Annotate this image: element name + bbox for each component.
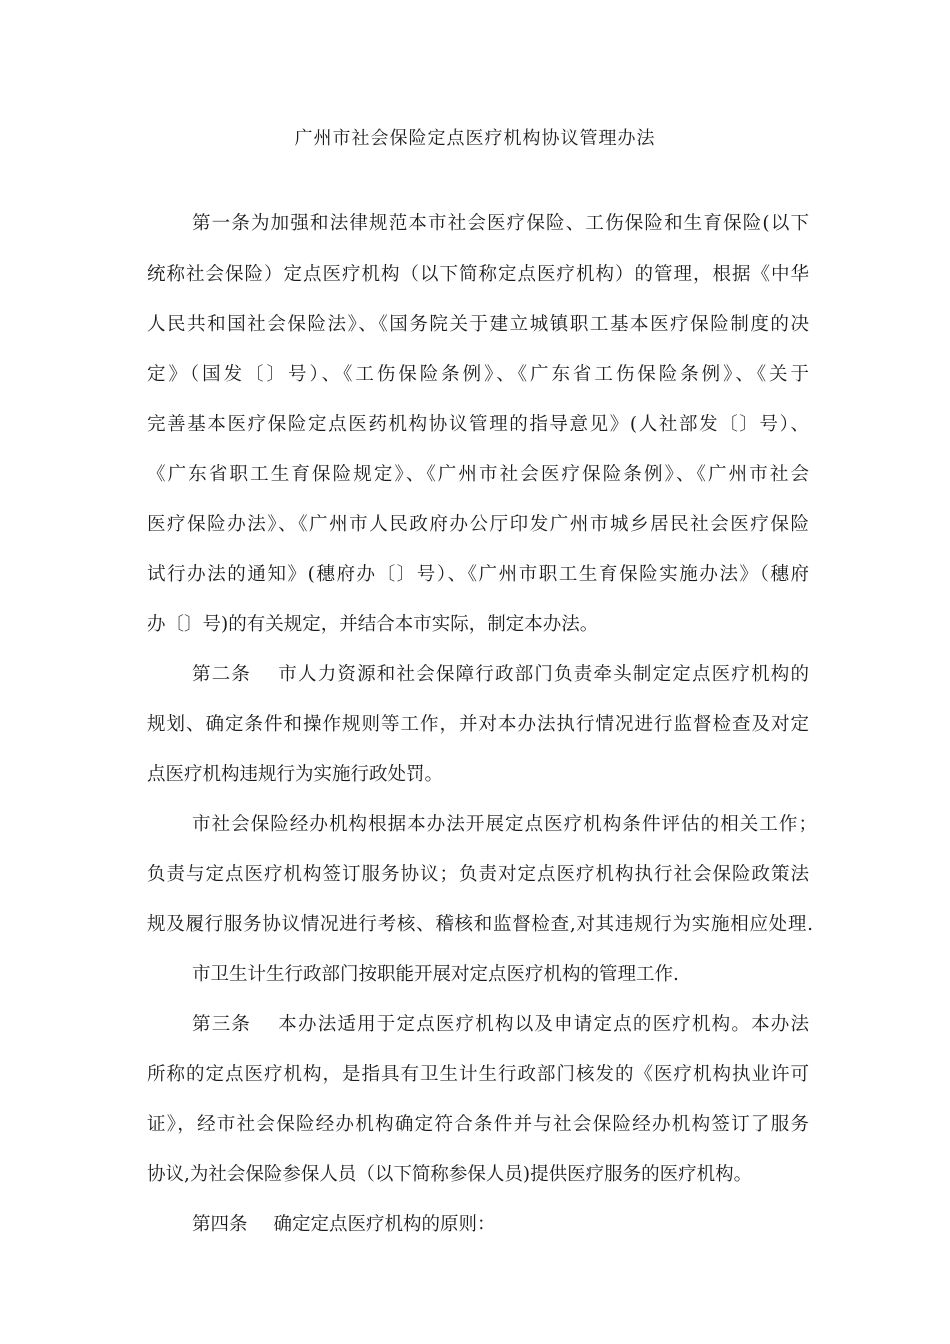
paragraph-line: 市卫生计生行政部门按职能开展对定点医疗机构的管理工作. (192, 964, 679, 985)
paragraph-line: 规划、确定条件和操作规则等工作，并对本办法执行情况进行监督检查及对定 (147, 714, 809, 735)
paragraph-line: 规及履行服务协议情况进行考核、稽核和监督检查,对其违规行为实施相应处理. (147, 914, 813, 935)
article-line (192, 1013, 809, 1037)
paragraph-line: 医疗保险办法》、《广州市人民政府办公厅印发广州市城乡居民社会医疗保险 (147, 514, 809, 535)
article-line (192, 663, 809, 687)
paragraph-line: 试行办法的通知》(穗府办〔〕号）、《广州市职工生育保险实施办法》（穗府 (147, 564, 809, 585)
paragraph-line: 人民共和国社会保险法》、《国务院关于建立城镇职工基本医疗保险制度的决 (147, 314, 809, 335)
paragraph-line: 证》，经市社会保险经办机构确定符合条件并与社会保险经办机构签订了服务 (147, 1114, 809, 1135)
article-number: 第二条 (192, 664, 252, 685)
document-title: 广州市社会保险定点医疗机构协议管理办法 (294, 128, 656, 149)
paragraph-line: 市社会保险经办机构根据本办法开展定点医疗机构条件评估的相关工作； (192, 814, 817, 835)
paragraph-line: 办〔〕号)的有关规定，并结合本市实际，制定本办法。 (147, 614, 599, 635)
paragraph-text: 市人力资源和社会保障行政部门负责牵头制定定点医疗机构的 (277, 664, 809, 685)
paragraph-text: 本办法适用于定点医疗机构以及申请定点的医疗机构。本办法 (277, 1014, 809, 1035)
paragraph-line: 负责与定点医疗机构签订服务协议；负责对定点医疗机构执行社会保险政策法 (147, 864, 809, 885)
article-line (192, 1213, 854, 1237)
paragraph-text: 确定定点医疗机构的原则： (273, 1214, 496, 1235)
paragraph-line: 《广东省职工生育保险规定》、《广州市社会医疗保险条例》、《广州市社会 (147, 464, 809, 485)
paragraph-line: 点医疗机构违规行为实施行政处罚。 (147, 764, 444, 785)
paragraph-line: 完善基本医疗保险定点医药机构协议管理的指导意见》(人社部发〔〕号）、 (147, 414, 809, 435)
paragraph-line: 协议,为社会保险参保人员（以下简称参保人员)提供医疗服务的医疗机构。 (147, 1164, 753, 1185)
paragraph-line: 定》（国发〔〕号）、《工伤保险条例》、《广东省工伤保险条例》、《关于 (147, 364, 809, 385)
article-number: 第三条 (192, 1014, 252, 1035)
paragraph-line: 统称社会保险）定点医疗机构（以下简称定点医疗机构）的管理，根据《中华 (147, 264, 809, 285)
article-number: 第四条 (192, 1214, 248, 1235)
paragraph-line: 所称的定点医疗机构，是指具有卫生计生行政部门核发的《医疗机构执业许可 (147, 1064, 809, 1085)
paragraph-line: 第一条为加强和法律规范本市社会医疗保险、工伤保险和生育保险(以下 (192, 213, 809, 234)
